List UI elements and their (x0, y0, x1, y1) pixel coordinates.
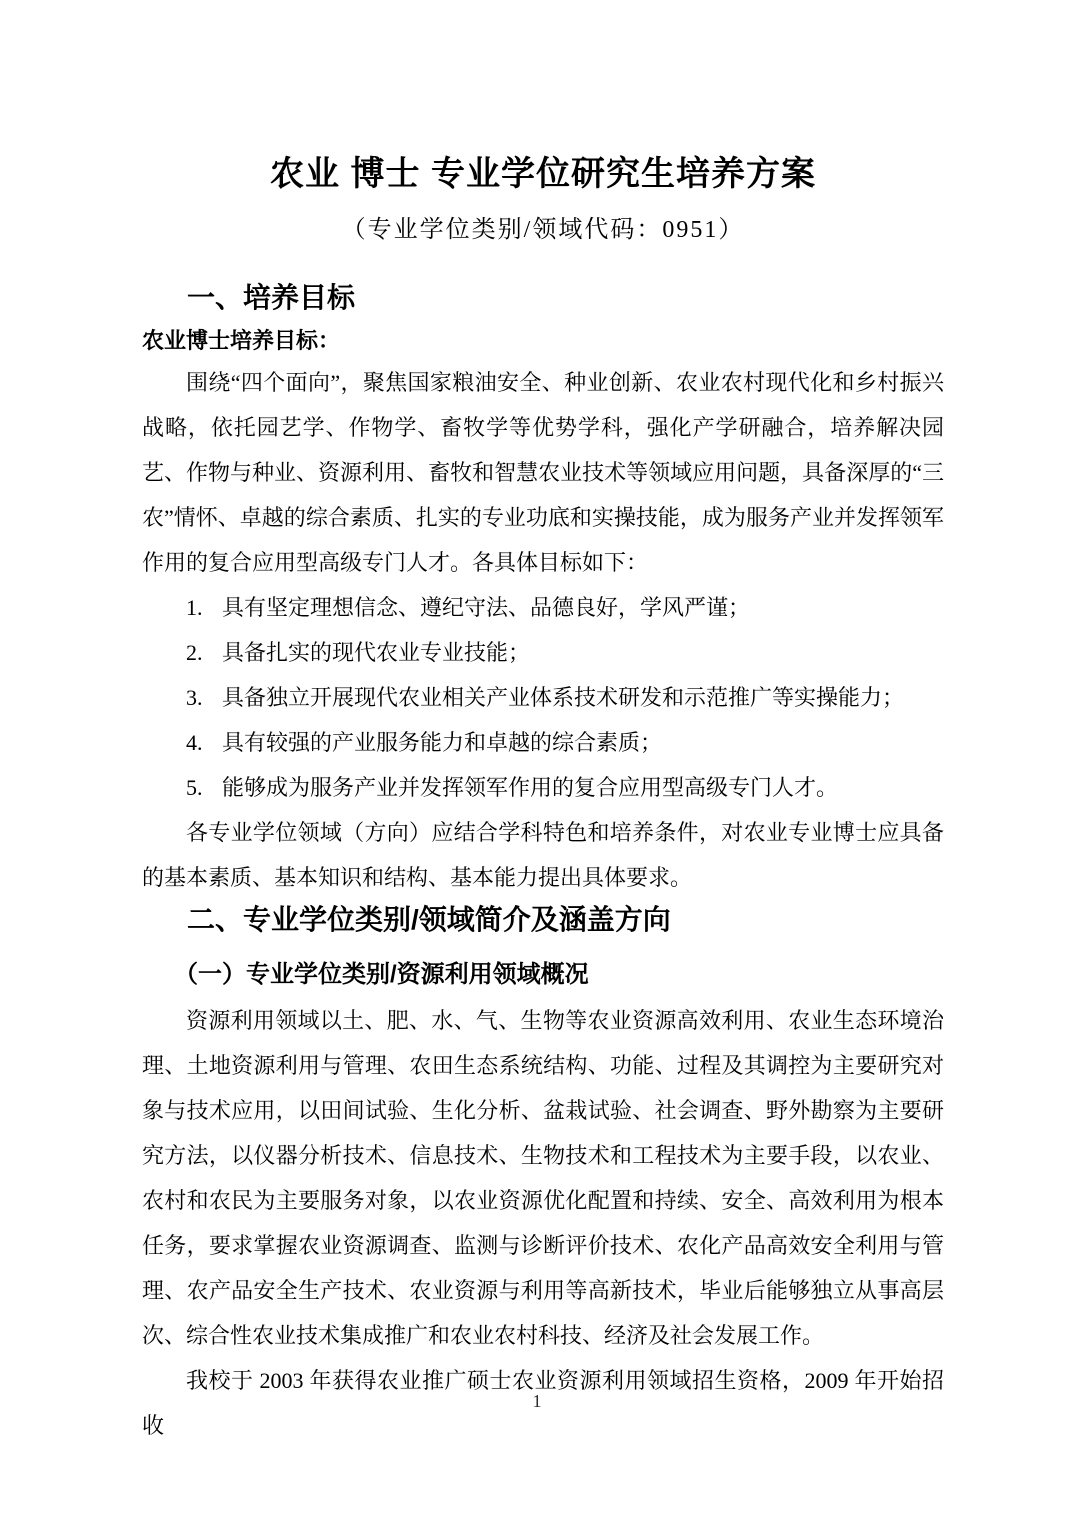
list-item-number: 5. (186, 775, 203, 800)
list-item (142, 585, 944, 630)
list-item-text: 具有较强的产业服务能力和卓越的综合素质； (222, 730, 663, 755)
list-item (142, 765, 944, 810)
section2-heading: 二、专业学位类别/领域简介及涵盖方向 (187, 904, 671, 935)
doc-title: 农业 博士 专业学位研究生培养方案 (270, 155, 816, 193)
list-item (142, 720, 944, 765)
list-item-number: 4. (186, 730, 203, 755)
section1-closing-paragraph: 各专业学位领域（方向）应结合学科特色和培养条件，对农业专业博士应具备的基本素质、基本知识和结构、基本能力提出具体要求。 (142, 820, 944, 890)
goal-list (142, 585, 944, 810)
list-item-text: 具备独立开展现代农业相关产业体系技术研发和示范推广等实操能力； (222, 685, 905, 710)
goal-label: 农业博士培养目标： (142, 328, 341, 353)
list-item-text: 具备扎实的现代农业专业技能； (222, 640, 531, 665)
section2-paragraph-1: 资源利用领域以土、肥、水、气、生物等农业资源高效利用、农业生态环境治理、土地资源利用与管理、农田生态系统结构、功能、过程及其调控为主要研究对象与技术应用，以田间试验、生化分析、盆栽试验、社会调查、野外勘察为主要研究方法，以仪器分析技术、信息技术、生物技术和工程技术为主要手段，以农业、农村和农民为主要服务对象，以农业资源优化配置和持续、安全、高效利用为根本任务，要求掌握农业资源调查、监测与诊断评价技术、农化产品高效安全利用与管理、农产品安全生产技术、农业资源与利用等高新技术，毕业后能够独立从事高层次、综合性农业技术集成推广和农业农村科技、经济及社会发展工作。 (142, 1008, 944, 1348)
list-item-text: 具有坚定理想信念、遵纪守法、品德良好，学风严谨； (222, 595, 751, 620)
list-item (142, 630, 944, 675)
list-item-number: 1. (186, 595, 203, 620)
page-number: 1 (532, 1391, 542, 1411)
list-item-number: 2. (186, 640, 203, 665)
doc-subtitle: （专业学位类别/领域代码：0951） (341, 217, 745, 243)
section1-heading: 一、培养目标 (187, 282, 356, 313)
list-item-text: 能够成为服务产业并发挥领军作用的复合应用型高级专门人才。 (222, 775, 839, 800)
section1-intro-paragraph: 围绕“四个面向”，聚焦国家粮油安全、种业创新、农业农村现代化和乡村振兴战略，依托园艺学、作物学、畜牧学等优势学科，强化产学研融合，培养解决园艺、作物与种业、资源利用、畜牧和智慧农业技术等领域应用问题，具备深厚的“三农”情怀、卓越的综合素质、扎实的专业功底和实操技能，成为服务产业并发挥领军作用的复合应用型高级专门人才。各具体目标如下： (142, 370, 944, 575)
section2-subheading: （一）专业学位类别/资源利用领域概况 (174, 961, 589, 988)
section2-paragraph-2: 我校于 2003 年获得农业推广硕士农业资源利用领域招生资格，2009 年开始招收 (142, 1368, 944, 1438)
list-item-number: 3. (186, 685, 203, 710)
list-item (142, 675, 944, 720)
